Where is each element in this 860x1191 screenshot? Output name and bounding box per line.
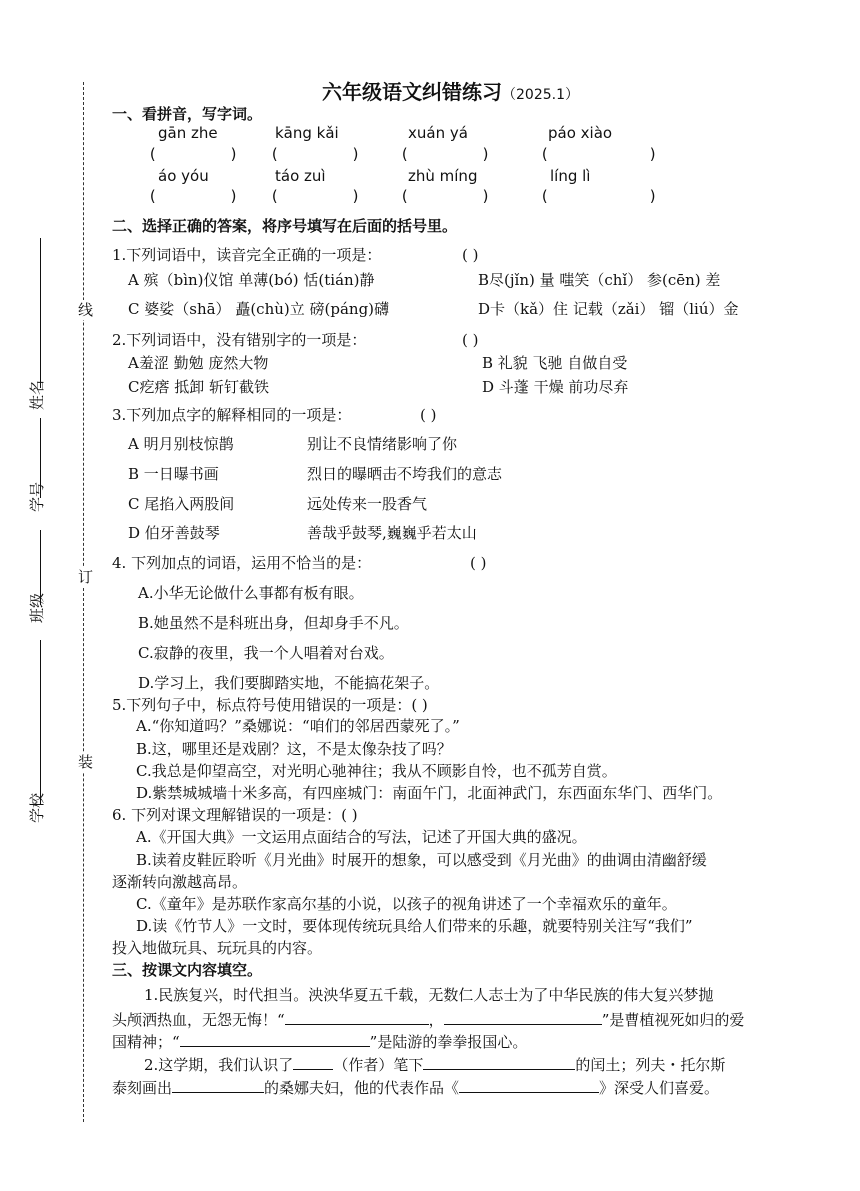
q6-option-c: C.《童年》是苏联作家高尔基的小说，以孩子的视角讲述了一个幸福欢乐的童年。 [136,895,677,913]
s3-p1-text-b: ， [428,1011,444,1029]
fill-blank-2[interactable] [444,1008,602,1025]
q6-option-d-line1: D.读《竹节人》一文时，要体现传统玩具给人们带来的乐趣，就要特别关注写“我们” [136,917,693,935]
s3-p2-text-a: 2.这学期，我们认识了 [144,1056,294,1074]
s3-p2-text-e: 的桑娜夫妇，他的代表作品《 [264,1079,460,1097]
q4-option-b: B.她虽然不是科班出身，但却身手不凡。 [138,614,409,632]
q1-option-b: B尽(jǐn) 量 嗤笑（chǐ） 参(cēn) 差 [478,271,721,289]
q6-option-b-line2: 逐渐转向激越高昂。 [112,873,248,891]
fill-blank-7[interactable] [459,1076,599,1093]
q4-stem: 4. 下列加点的词语，运用不恰当的是： [112,554,372,572]
student-id-underline [40,418,41,498]
answer-box-1[interactable]: ( ) [148,145,239,163]
q3-row-a-right: 别让不良情绪影响了你 [307,435,458,453]
q3-row-b-left: B 一日曝书画 [128,465,219,483]
q4-bracket[interactable]: ( ) [470,554,487,572]
answer-box-7[interactable]: ( ) [400,187,491,205]
q4-option-c: C.寂静的夜里，我一个人唱着对台戏。 [138,644,394,662]
pinyin-8: líng lì [550,167,591,185]
q6-stem: 6. 下列对课文理解错误的一项是：( ) [112,806,358,824]
q2-option-c: C疙瘩 抵卸 斩钉截铁 [128,378,270,396]
pinyin-5: áo yóu [158,167,209,185]
q3-row-b-right: 烈日的曝晒击不垮我们的意志 [307,465,503,483]
pinyin-7: zhù míng [408,167,478,185]
fill-blank-3[interactable] [180,1030,370,1047]
q1-stem: 1.下列词语中，读音完全正确的一项是： [112,246,382,264]
q5-option-b: B.这，哪里还是戏剧？这，不是太像杂技了吗？ [136,740,452,758]
s3-p1-text-d: 国精神；“ [112,1033,180,1051]
binding-dashed-line [83,82,84,1122]
s3-p2-text-c: 的闰土；列夫・托尔斯 [575,1056,726,1074]
pinyin-2: kāng kǎi [275,124,339,142]
fill-blank-6[interactable] [172,1076,264,1093]
name-underline [40,238,41,388]
s3-p1-line1: 1.民族复兴，时代担当。泱泱华夏五千载，无数仁人志士为了中华民族的伟大复兴梦抛 [144,986,714,1004]
q6-option-d-line2: 投入地做玩具、玩玩具的内容。 [112,939,323,957]
fill-blank-1[interactable] [285,1008,429,1025]
s3-p2-line1 [144,1053,725,1075]
q3-row-c-right: 远处传来一股香气 [307,495,428,513]
q5-option-a: A.“你知道吗？”桑娜说：“咱们的邻居西蒙死了。” [136,717,460,735]
q4-option-d: D.学习上，我们要脚踏实地，不能搞花架子。 [138,674,440,692]
section3-heading: 三、按课文内容填空。 [112,961,263,979]
pinyin-3: xuán yá [408,124,468,142]
answer-box-6[interactable]: ( ) [270,187,361,205]
s3-p2-text-b: （作者）笔下 [333,1056,424,1074]
q1-option-d: D卡（kǎ）住 记载（zǎi） 镏（liú）金 [478,300,739,318]
s3-p1-text-e: ”是陆游的拳拳报国心。 [369,1033,528,1051]
binding-line-label: 线 [78,301,94,319]
answer-box-8[interactable]: ( ) [540,187,658,205]
q1-bracket[interactable]: ( ) [462,246,479,264]
title-date: （2025.1） [502,87,579,103]
class-label: 班级 [28,592,46,623]
s3-p1-text-c: ”是曹植视死如归的爱 [601,1011,745,1029]
q3-row-d-left: D 伯牙善鼓琴 [128,524,220,542]
name-label: 姓名 [28,379,46,410]
q3-row-c-left: C 尾掐入两股间 [128,495,235,513]
q3-row-a-left: A 明月别枝惊鹊 [128,435,234,453]
q5-stem: 5.下列句子中，标点符号使用错误的一项是：( ) [112,696,428,714]
answer-box-5[interactable]: ( ) [148,187,239,205]
s3-p1-line3 [112,1030,527,1052]
school-label: 学校 [28,792,46,823]
pinyin-6: táo zuì [275,167,326,185]
class-underline [40,530,41,605]
s3-p2-line2 [112,1076,719,1098]
q3-stem: 3.下列加点字的解释相同的一项是： [112,406,352,424]
s3-p1-line2 [112,1008,744,1030]
answer-box-3[interactable]: ( ) [400,145,491,163]
answer-box-4[interactable]: ( ) [540,145,658,163]
q2-stem: 2.下列词语中，没有错别字的一项是： [112,331,367,349]
student-id-label: 学号 [28,481,46,512]
title-text: 六年级语文纠错练习 [322,80,502,104]
q3-bracket[interactable]: ( ) [420,406,437,424]
q1-option-c: C 婆娑（shā） 矗(chù)立 磅(páng)礴 [128,300,390,318]
q2-option-a: A羞涩 勤勉 庞然大物 [128,354,269,372]
q5-option-d: D.紫禁城城墙十米多高，有四座城门：南面午门，北面神武门，东西面东华门、西华门。 [136,784,723,802]
q6-option-a: A.《开国大典》一文运用点面结合的写法，记述了开国大典的盛况。 [136,828,587,846]
q3-row-d-right: 善哉乎鼓琴,巍巍乎若太山 [307,524,477,542]
answer-box-2[interactable]: ( ) [270,145,361,163]
q2-option-b: B 礼貌 飞驰 自做自受 [482,354,628,372]
q5-option-c: C.我总是仰望高空，对光明心驰神往；我从不顾影自怜，也不孤芳自赏。 [136,762,617,780]
binding-order-label: 订 [78,568,94,586]
pinyin-1: gān zhe [158,124,218,142]
pinyin-4: páo xiào [548,124,613,142]
page-title [322,76,579,105]
section1-heading: 一、看拼音，写字词。 [112,105,263,123]
q2-bracket[interactable]: ( ) [462,331,479,349]
fill-blank-5[interactable] [423,1053,575,1070]
fill-blank-4[interactable] [293,1053,333,1070]
s3-p1-text-a: 头颅洒热血，无怨无悔！“ [112,1011,285,1029]
s3-p2-text-f: 》深受人们喜爱。 [599,1079,720,1097]
s3-p2-text-d: 泰刻画出 [112,1079,173,1097]
section2-heading: 二、选择正确的答案，将序号填写在后面的括号里。 [112,217,458,235]
binding-bind-label: 装 [78,753,94,771]
q6-option-b-line1: B.读着皮鞋匠聆听《月光曲》时展开的想象，可以感受到《月光曲》的曲调由清幽舒缓 [136,851,707,869]
q4-option-a: A.小华无论做什么事都有板有眼。 [138,584,364,602]
q2-option-d: D 斗蓬 干燥 前功尽弃 [482,378,629,396]
q1-option-a: A 殡（bìn)仪馆 单薄(bó) 恬(tián)静 [128,271,375,289]
school-underline [40,640,41,805]
